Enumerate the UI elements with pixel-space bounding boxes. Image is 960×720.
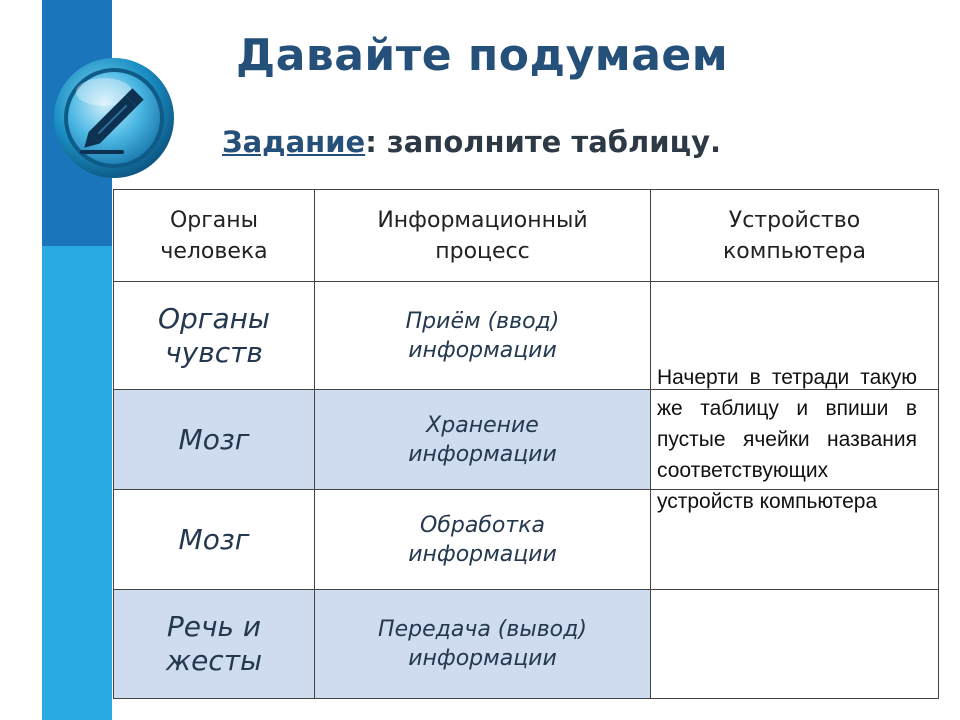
process-cell xyxy=(315,490,651,590)
process-cell xyxy=(315,590,651,699)
table-header-row xyxy=(114,190,939,282)
instruction-note: Начерти в тетради такую же таблицу и впиши в пустые ячейки названия соответствующих устройств компьютера xyxy=(657,366,917,513)
table-row xyxy=(114,590,939,699)
process-text: Обработка информации xyxy=(408,512,557,567)
header-organs xyxy=(114,190,315,282)
process-cell xyxy=(315,282,651,390)
header-organs-text: Органы человека xyxy=(160,207,268,264)
pencil-icon xyxy=(52,56,176,180)
organ-cell xyxy=(114,390,315,490)
process-cell xyxy=(315,390,651,490)
slide-title: Давайте подумаем xyxy=(236,30,729,81)
header-device-text: Устройство компьютера xyxy=(722,207,866,264)
organ-cell xyxy=(114,490,315,590)
organ-text: Органы чувств xyxy=(157,301,271,369)
task-text: : заполните таблицу. xyxy=(365,125,722,159)
organ-cell xyxy=(114,282,315,390)
organ-cell xyxy=(114,590,315,699)
process-text: Хранение информации xyxy=(408,412,557,467)
header-process-text: Информационный процесс xyxy=(377,207,588,264)
decor-stripe-light xyxy=(42,246,112,720)
organ-text: Мозг xyxy=(178,522,250,556)
device-cell-empty[interactable] xyxy=(651,590,939,699)
organ-text: Речь и жесты xyxy=(165,610,263,677)
process-text: Приём (ввод) информации xyxy=(405,308,560,363)
task-label: Задание xyxy=(222,125,366,159)
header-process xyxy=(315,190,651,282)
process-text: Передача (вывод) информации xyxy=(378,617,587,671)
organ-text: Мозг xyxy=(178,422,250,456)
task-subtitle xyxy=(222,125,721,159)
header-device xyxy=(651,190,939,282)
